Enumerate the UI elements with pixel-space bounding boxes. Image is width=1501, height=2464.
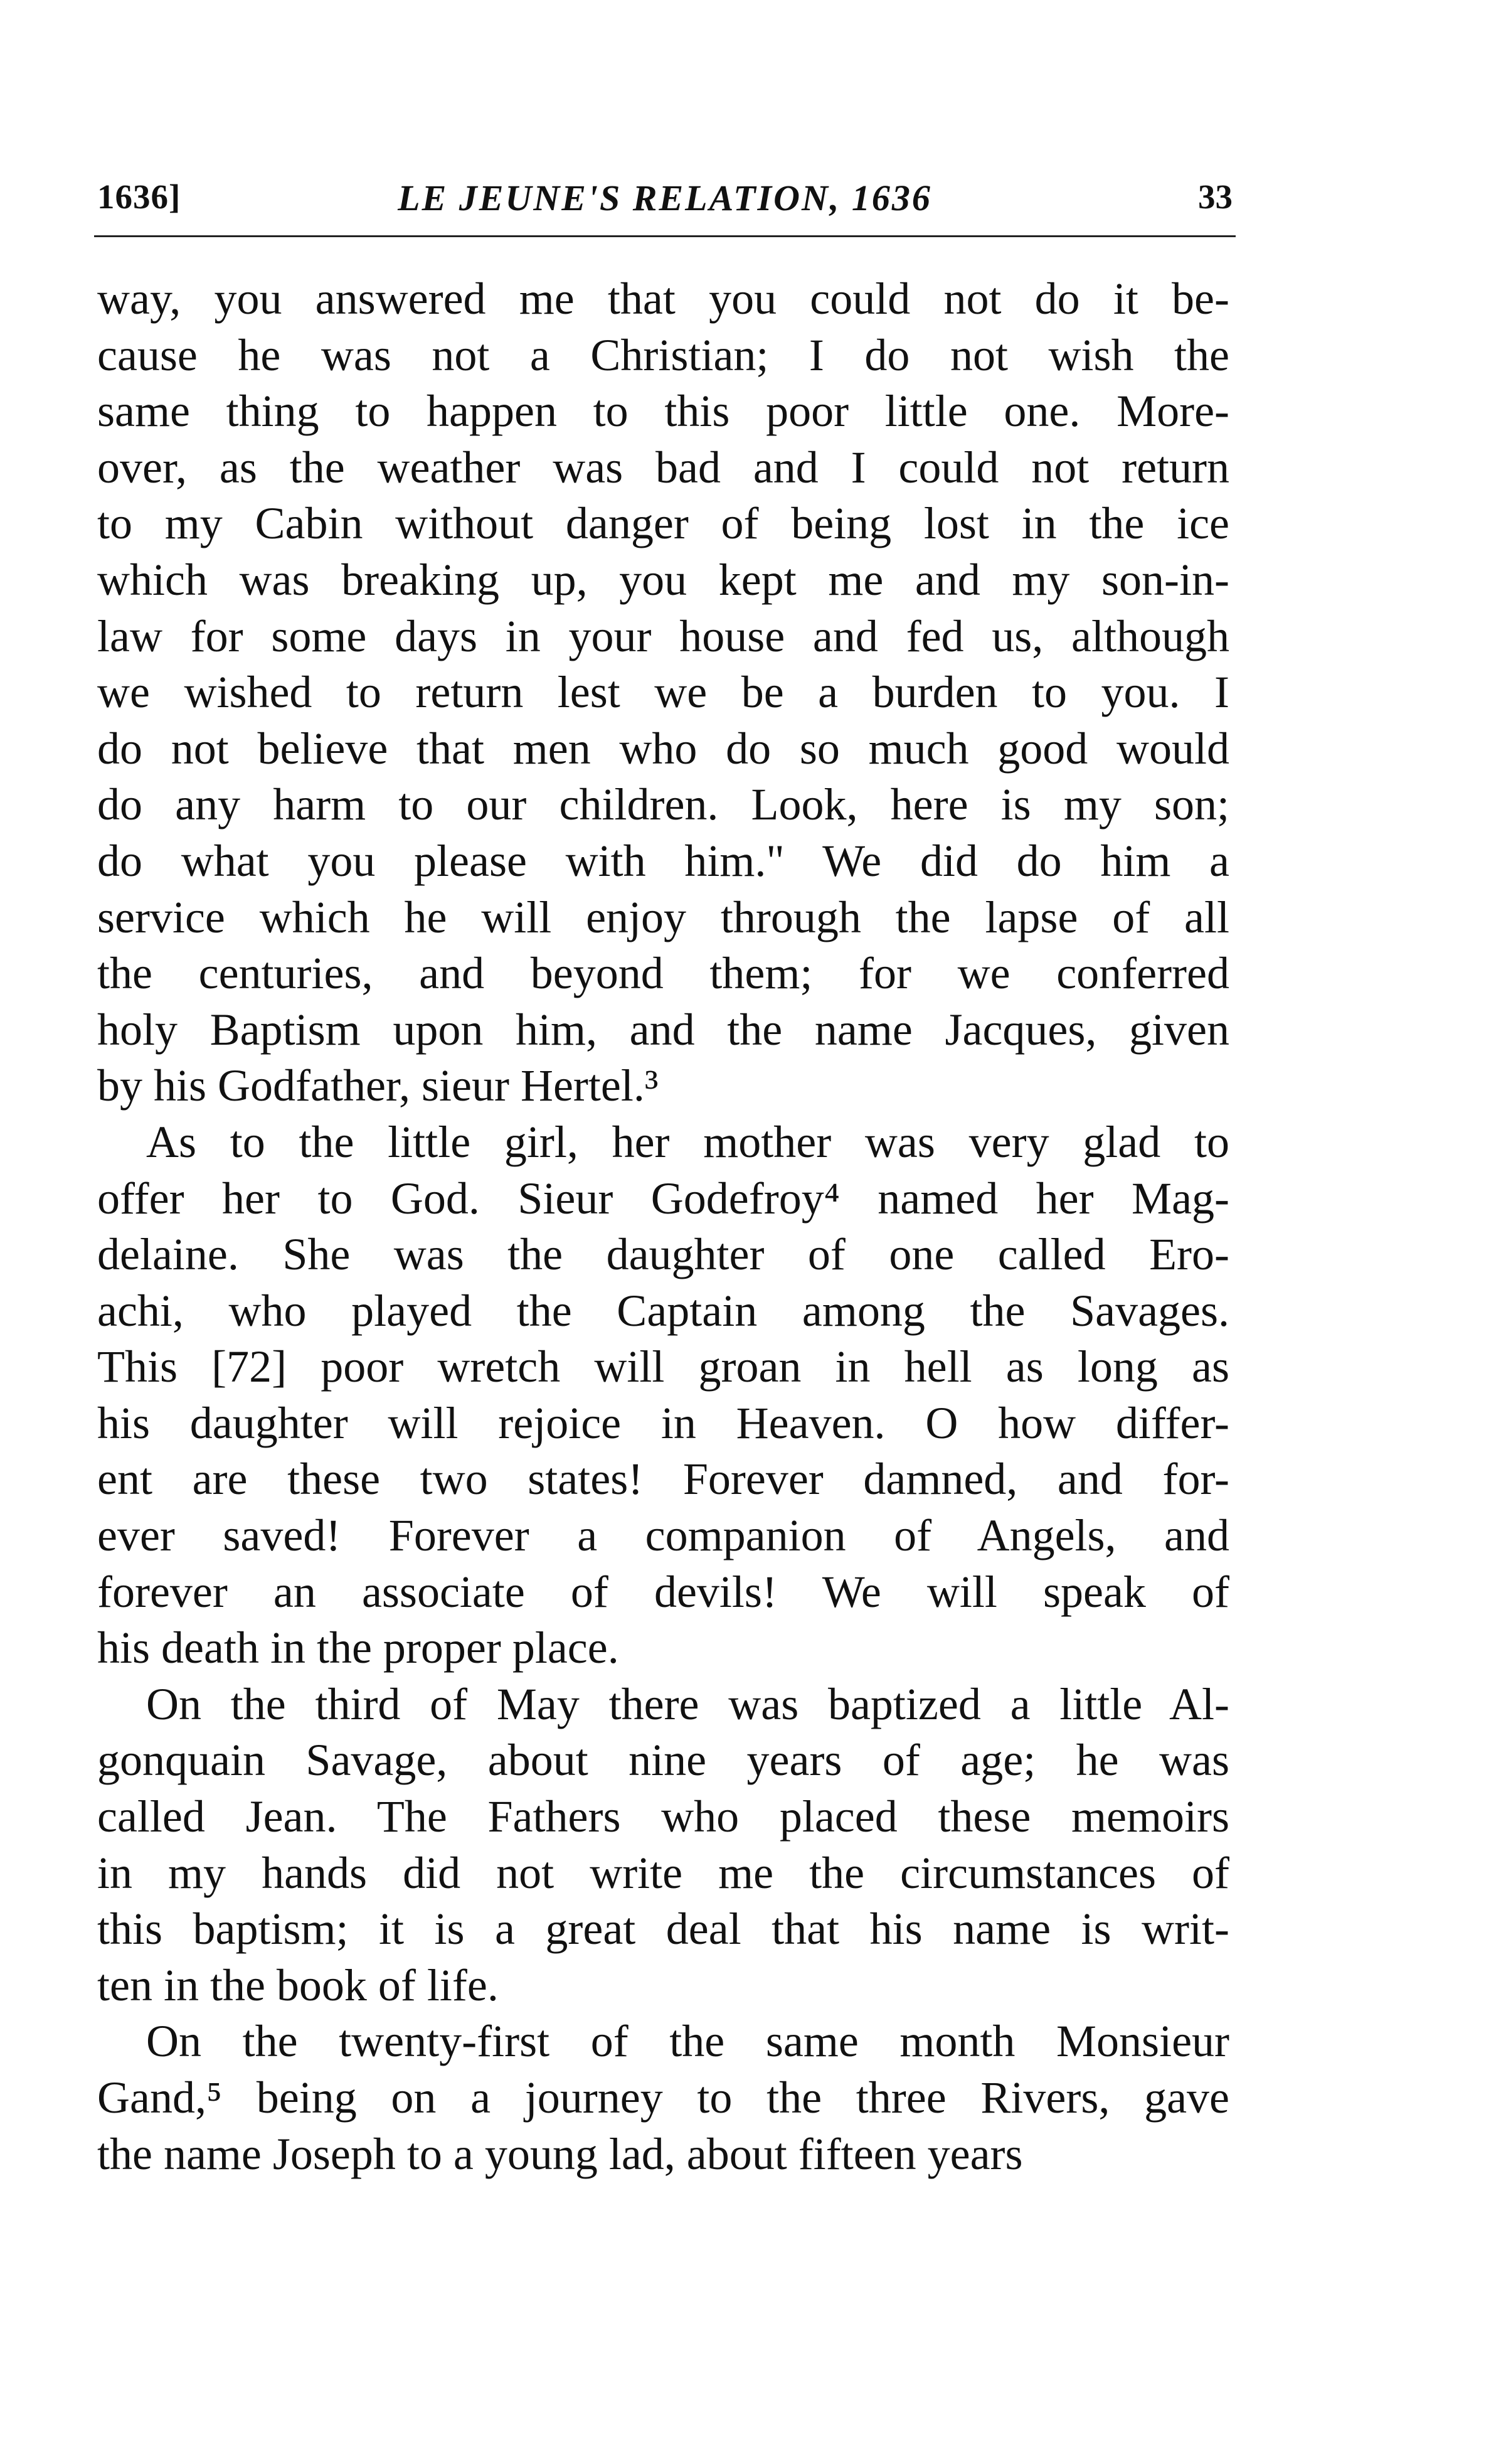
text-line: his death in the proper place.: [97, 1623, 619, 1673]
running-head: [97, 177, 1233, 227]
text-line: same thing to happen to this poor little one. More-: [97, 386, 1229, 437]
paragraph: [97, 271, 1229, 1114]
text-line: this baptism; it is a great deal that his name is writ-: [97, 1904, 1229, 1955]
body-text: [97, 271, 1229, 2182]
running-head-title: LE JEUNE'S RELATION, 1636: [398, 178, 932, 218]
text-line: forever an associate of devils! We will speak of: [97, 1566, 1229, 1617]
text-line: gonquain Savage, about nine years of age; he was: [97, 1735, 1229, 1786]
text-line: law for some days in your house and fed us, although: [97, 611, 1229, 661]
text-line: the centuries, and beyond them; for we conferred: [97, 948, 1229, 999]
text-line: called Jean. The Fathers who placed these memoirs: [97, 1791, 1229, 1842]
text-line: we wished to return lest we be a burden to you. I: [97, 667, 1229, 718]
text-line: Gand,⁵ being on a journey to the three Rivers, gave: [97, 2072, 1229, 2123]
text-line: which was breaking up, you kept me and my son-in-: [97, 554, 1229, 605]
text-line: service which he will enjoy through the lapse of all: [97, 892, 1229, 942]
text-line: his daughter will rejoice in Heaven. O how differ-: [97, 1397, 1229, 1448]
paragraph: [97, 2013, 1229, 2182]
text-line: achi, who played the Captain among the Savages.: [97, 1285, 1229, 1336]
text-line: delaine. She was the daughter of one called Ero-: [97, 1229, 1229, 1280]
header-rule: [94, 235, 1236, 237]
text-line: ten in the book of life.: [97, 1960, 499, 2010]
page-number: 33: [1198, 178, 1233, 216]
text-line: cause he was not a Christian; I do not wish the: [97, 329, 1229, 380]
text-line: in my hands did not write me the circumstances of: [97, 1847, 1229, 1898]
text-line: by his Godfather, sieur Hertel.³: [97, 1060, 659, 1111]
text-line: ever saved! Forever a companion of Angels, and: [97, 1510, 1229, 1561]
text-line: to my Cabin without danger of being lost in the ice: [97, 498, 1229, 549]
text-line: way, you answered me that you could not do it be-: [97, 274, 1229, 324]
text-line: On the third of May there was baptized a little Al-: [146, 1678, 1229, 1729]
text-line: do not believe that men who do so much good would: [97, 723, 1229, 774]
text-line: the name Joseph to a young lad, about fifteen years: [97, 2128, 1023, 2179]
text-line: ent are these two states! Forever damned, and for-: [97, 1454, 1229, 1505]
text-line: over, as the weather was bad and I could not return: [97, 442, 1229, 493]
text-line: holy Baptism upon him, and the name Jacques, given: [97, 1004, 1229, 1055]
paragraph: [97, 1114, 1229, 1677]
paragraph: [97, 1677, 1229, 2014]
text-line: do what you please with him." We did do him a: [97, 835, 1229, 886]
text-line: On the twenty-first of the same month Monsieur: [146, 2016, 1229, 2067]
text-line: This [72] poor wretch will groan in hell as long as: [97, 1341, 1229, 1392]
text-line: do any harm to our children. Look, here is my son;: [97, 779, 1229, 830]
running-head-year: 1636]: [97, 178, 181, 216]
text-line: offer her to God. Sieur Godefroy⁴ named her Mag-: [97, 1173, 1229, 1224]
text-line: As to the little girl, her mother was very glad to: [146, 1116, 1229, 1167]
